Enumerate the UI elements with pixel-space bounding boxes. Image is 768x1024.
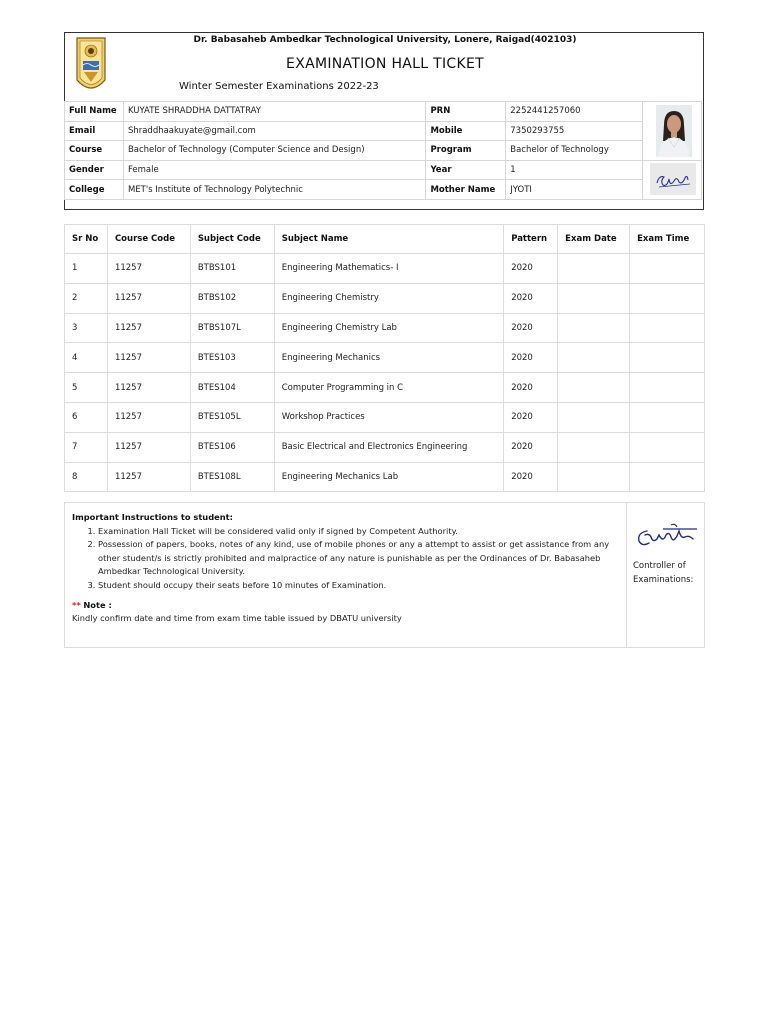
pattern: 2020 xyxy=(504,402,558,432)
email-label: Email xyxy=(65,121,124,141)
student-info-table xyxy=(64,101,702,200)
exam-time xyxy=(630,373,705,403)
exam-time xyxy=(630,254,705,284)
instruction-item: 3. Student should occupy their seats before 10 minutes of Examination. xyxy=(98,579,619,593)
course-code: 11257 xyxy=(107,373,190,403)
subject-name: Engineering Mechanics xyxy=(274,343,503,373)
gender-value: Female xyxy=(123,160,426,180)
sr-no: 4 xyxy=(65,343,108,373)
sr-no: 1 xyxy=(65,254,108,284)
semester-label: Winter Semester Examinations 2022-23 xyxy=(179,81,379,92)
instructions-box xyxy=(64,502,705,648)
subject-code: BTES104 xyxy=(190,373,274,403)
subject-name: Engineering Chemistry Lab xyxy=(274,313,503,343)
table-row xyxy=(65,402,705,432)
course-code: 11257 xyxy=(107,283,190,313)
course-label: Course xyxy=(65,141,124,161)
college-label: College xyxy=(65,180,124,200)
exam-date xyxy=(558,254,630,284)
subject-code: BTBS107L xyxy=(190,313,274,343)
exam-time xyxy=(630,343,705,373)
exam-time xyxy=(630,313,705,343)
exam-date xyxy=(558,283,630,313)
col-sr-no: Sr No xyxy=(65,225,108,254)
pattern: 2020 xyxy=(504,254,558,284)
college-value: MET's Institute of Technology Polytechnic xyxy=(123,180,426,200)
table-row xyxy=(65,313,705,343)
exam-time xyxy=(630,432,705,462)
subject-code: BTES106 xyxy=(190,432,274,462)
mobile-label: Mobile xyxy=(426,121,506,141)
program-label: Program xyxy=(426,141,506,161)
mother-name-label: Mother Name xyxy=(426,180,506,200)
table-row xyxy=(65,432,705,462)
email-value: Shraddhaakuyate@gmail.com xyxy=(123,121,426,141)
table-row xyxy=(65,373,705,403)
subjects-table xyxy=(64,224,705,492)
mobile-value: 7350293755 xyxy=(506,121,643,141)
year-label: Year xyxy=(426,160,506,180)
instructions-panel xyxy=(65,503,627,647)
info-row xyxy=(65,141,702,161)
prn-label: PRN xyxy=(426,102,506,122)
course-code: 11257 xyxy=(107,313,190,343)
exam-date xyxy=(558,313,630,343)
subject-name: Basic Electrical and Electronics Engineering xyxy=(274,432,503,462)
exam-date xyxy=(558,373,630,403)
subject-name: Engineering Mathematics- I xyxy=(274,254,503,284)
table-row xyxy=(65,283,705,313)
exam-time xyxy=(630,462,705,492)
col-course-code: Course Code xyxy=(107,225,190,254)
subject-name: Workshop Practices xyxy=(274,402,503,432)
course-value: Bachelor of Technology (Computer Science and Design) xyxy=(123,141,426,161)
instruction-item: 2. Possession of papers, books, notes of any kind, use of mobile phones or any a attempt to assist or get assistance from any other student/s is strictly prohibited and malpractice of any nature is punishable as per the Ordinances of Dr. Babasaheb Ambedkar Technological University. xyxy=(98,538,619,579)
university-name: Dr. Babasaheb Ambedkar Technological University, Lonere, Raigad(402103) xyxy=(193,35,577,45)
exam-date xyxy=(558,432,630,462)
sr-no: 7 xyxy=(65,432,108,462)
sr-no: 3 xyxy=(65,313,108,343)
subject-code: BTES108L xyxy=(190,462,274,492)
prn-value: 2252441257060 xyxy=(506,102,643,122)
subject-name: Engineering Mechanics Lab xyxy=(274,462,503,492)
col-exam-time: Exam Time xyxy=(630,225,705,254)
exam-time xyxy=(630,402,705,432)
instructions-title: Important Instructions to student: xyxy=(72,512,233,522)
instruction-item: 1. Examination Hall Ticket will be considered valid only if signed by Competent Authority. xyxy=(98,525,619,539)
course-code: 11257 xyxy=(107,462,190,492)
info-row xyxy=(65,160,702,180)
note-heading xyxy=(72,599,619,613)
pattern: 2020 xyxy=(504,313,558,343)
hall-ticket-header xyxy=(64,32,704,210)
exam-date xyxy=(558,462,630,492)
table-header-row xyxy=(65,225,705,254)
page-title: EXAMINATION HALL TICKET xyxy=(286,56,484,72)
pattern: 2020 xyxy=(504,343,558,373)
course-code: 11257 xyxy=(107,254,190,284)
col-pattern: Pattern xyxy=(504,225,558,254)
subject-name: Computer Programming in C xyxy=(274,373,503,403)
exam-date xyxy=(558,402,630,432)
subject-code: BTES103 xyxy=(190,343,274,373)
course-code: 11257 xyxy=(107,432,190,462)
gender-label: Gender xyxy=(65,160,124,180)
info-row xyxy=(65,102,702,122)
exam-time xyxy=(630,283,705,313)
info-row xyxy=(65,121,702,141)
col-exam-date: Exam Date xyxy=(558,225,630,254)
student-photo xyxy=(656,105,692,157)
year-value: 1 xyxy=(506,160,643,180)
sr-no: 6 xyxy=(65,402,108,432)
col-subject-code: Subject Code xyxy=(190,225,274,254)
table-row xyxy=(65,462,705,492)
full-name-label: Full Name xyxy=(65,102,124,122)
subject-code: BTBS102 xyxy=(190,283,274,313)
course-code: 11257 xyxy=(107,343,190,373)
sr-no: 2 xyxy=(65,283,108,313)
controller-signature xyxy=(633,521,701,551)
pattern: 2020 xyxy=(504,283,558,313)
pattern: 2020 xyxy=(504,462,558,492)
full-name-value: KUYATE SHRADDHA DATTATRAY xyxy=(123,102,426,122)
subject-code: BTES105L xyxy=(190,402,274,432)
table-row xyxy=(65,343,705,373)
program-value: Bachelor of Technology xyxy=(506,141,643,161)
table-row xyxy=(65,254,705,284)
pattern: 2020 xyxy=(504,432,558,462)
mother-name-value: JYOTI xyxy=(506,180,643,200)
note-label: Note : xyxy=(83,599,112,610)
controller-label: Controller of Examinations: xyxy=(633,561,694,585)
subject-code: BTBS101 xyxy=(190,254,274,284)
sr-no: 8 xyxy=(65,462,108,492)
col-subject-name: Subject Name xyxy=(274,225,503,254)
student-signature xyxy=(650,163,696,195)
sr-no: 5 xyxy=(65,373,108,403)
exam-date xyxy=(558,343,630,373)
pattern: 2020 xyxy=(504,373,558,403)
course-code: 11257 xyxy=(107,402,190,432)
info-row xyxy=(65,180,702,200)
subject-name: Engineering Chemistry xyxy=(274,283,503,313)
note-text: Kindly confirm date and time from exam time table issued by DBATU university xyxy=(72,613,402,624)
note-stars: ** xyxy=(72,599,81,610)
instructions-list xyxy=(72,525,619,593)
